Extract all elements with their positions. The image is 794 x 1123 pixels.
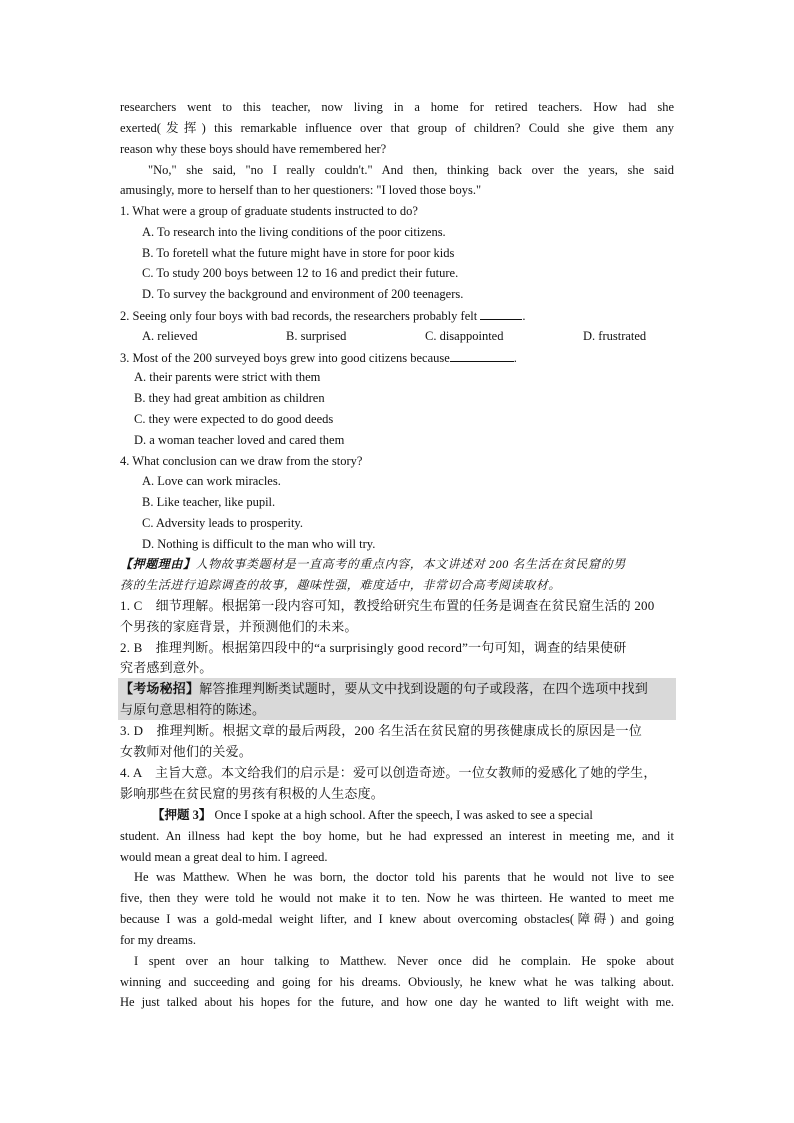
passage-3-line: I spent over an hour talking to Matthew. Never once did he complain. He spoke about — [134, 954, 674, 968]
question-3-text: 3. Most of the 200 surveyed boys grew into good citizens because — [120, 351, 450, 365]
answer-4: 4. A 主旨大意。本文给我们的启示是：爱可以创造奇迹。一位女教师的爱感化了她的学生， — [120, 765, 657, 780]
answer-1: 1. C 细节理解。根据第一段内容可知，教授给研究生布置的任务是调查在贫民窟生活的 200 — [120, 598, 655, 613]
reason-text: 人物故事类题材是一直高考的重点内容，本文讲述对 200 名生活在贫民窟的男 — [195, 557, 626, 571]
question-2-end: . — [522, 309, 526, 323]
question-1-option: A. To research into the living conditions of the poor citizens. — [142, 225, 446, 239]
reason-line: 孩的生活进行追踪调查的故事，趣味性强，难度适中，非常切合高考阅读取材。 — [120, 578, 562, 592]
passage-3-line — [152, 807, 674, 823]
passage-3-line: would mean a great deal to him. I agreed. — [120, 850, 328, 864]
answer-blank — [480, 307, 522, 320]
question-3-end: . — [513, 351, 517, 365]
question-2-option: D. frustrated — [583, 329, 647, 343]
question-1-option: B. To foretell what the future might have in store for poor kids — [142, 246, 455, 260]
paragraph-line: reason why these boys should have remembered her? — [120, 142, 387, 156]
passage-3-text: Once I spoke at a high school. After the speech, I was asked to see a special — [214, 808, 593, 822]
passage-3-line: student. An illness had kept the boy home, but he had expressed an interest in meeting me, and it — [120, 829, 674, 843]
reason-line — [120, 556, 674, 572]
question-4-option: C. Adversity leads to prosperity. — [142, 516, 303, 530]
tip-label: 【考场秘招】 — [120, 681, 200, 696]
question-2-options — [142, 328, 674, 344]
passage-3-line: winning and succeeding and going for his dreams. Obviously, he knew what he was talking about. — [120, 975, 674, 989]
question-3-option: C. they were expected to do good deeds — [134, 412, 334, 426]
paragraph-line: researchers went to this teacher, now living in a home for retired teachers. How had she — [120, 100, 674, 114]
question-3-option: A. their parents were strict with them — [134, 370, 321, 384]
paragraph-line: exerted(发挥) this remarkable influence over that group of children? Could she give them any — [120, 121, 674, 135]
paragraph-line: "No," she said, "no I really couldn't." And then, thinking back over the years, she said — [148, 163, 674, 177]
answer-blank — [450, 349, 514, 362]
tip-line: 与原句意思相符的陈述。 — [120, 702, 266, 717]
tip-text: 解答推理判断类试题时，要从文中找到设题的句子或段落，在四个选项中找到 — [199, 681, 649, 696]
question-4-option: A. Love can work miracles. — [142, 474, 281, 488]
question-1-stem: 1. What were a group of graduate students instructed to do? — [120, 204, 418, 218]
passage-3-line: five, then they were told he would not make it to ten. Now he was thirteen. He wanted to meet me — [120, 891, 674, 905]
question-2-option: B. surprised — [286, 329, 347, 343]
question-4-option: D. Nothing is difficult to the man who will try. — [142, 537, 376, 551]
question-4-option: B. Like teacher, like pupil. — [142, 495, 276, 509]
question-2-option: A. relieved — [142, 329, 198, 343]
question-3-option: B. they had great ambition as children — [134, 391, 325, 405]
tip-line — [120, 681, 674, 697]
passage-3-line: for my dreams. — [120, 933, 197, 947]
question-2-text: 2. Seeing only four boys with bad records, the researchers probably felt — [120, 309, 478, 323]
reason-label: 【押题理由】 — [120, 557, 196, 571]
question-2-option: C. disappointed — [425, 329, 504, 343]
answer-3-cont: 女教师对他们的关爱。 — [120, 744, 253, 759]
question-4-stem: 4. What conclusion can we draw from the story? — [120, 454, 363, 468]
answer-2: 2. B 推理判断。根据第四段中的“a surprisingly good record”一句可知，调查的结果使研 — [120, 640, 627, 655]
answer-3: 3. D 推理判断。根据文章的最后两段，200 名生活在贫民窟的男孩健康成长的原因是一位 — [120, 723, 642, 738]
passage-3-line: because I was a gold-medal weight lifter, and I knew about overcoming obstacles(障碍) and going — [120, 912, 674, 926]
question-1-option: C. To study 200 boys between 12 to 16 and predict their future. — [142, 266, 459, 280]
answer-4-cont: 影响那些在贫民窟的男孩有积极的人生态度。 — [120, 786, 385, 801]
question-3-stem — [120, 349, 674, 366]
paragraph-line: amusingly, more to herself than to her questioners: "I loved those boys." — [120, 183, 482, 197]
passage-3-line: He just talked about his hopes for the future, and how one day he wanted to lift weight with me. — [120, 995, 674, 1009]
question-3-option: D. a woman teacher loved and cared them — [134, 433, 345, 447]
answer-2-cont: 究者感到意外。 — [120, 660, 213, 675]
question-1-option: D. To survey the background and environment of 200 teenagers. — [142, 287, 464, 301]
passage-3-line: He was Matthew. When he was born, the doctor told his parents that he would not live to see — [134, 870, 674, 884]
question-2-stem — [120, 307, 674, 324]
passage-3-label: 【押题 3】 — [152, 808, 212, 822]
answer-1-cont: 个男孩的家庭背景，并预测他们的未来。 — [120, 619, 358, 634]
